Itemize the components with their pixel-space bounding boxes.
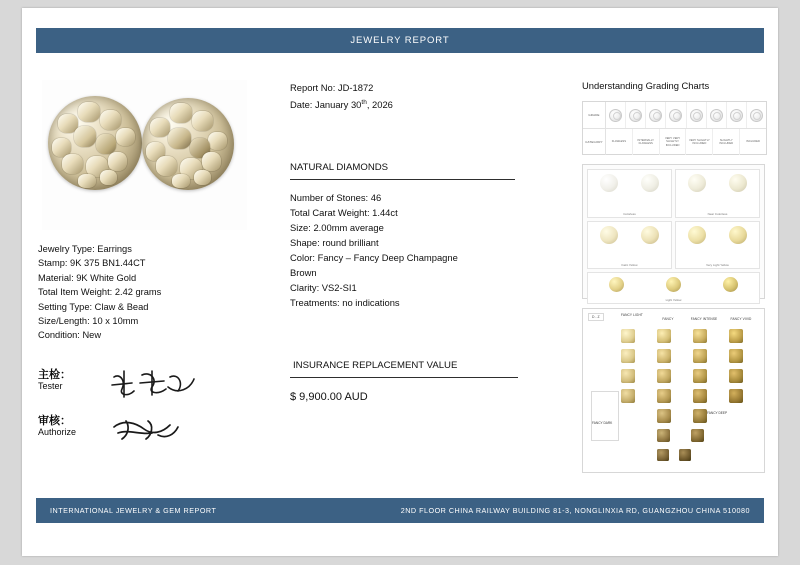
diamond-spec-total-carat-weight: Total Carat Weight: 1.44ct [290,207,398,219]
clarity-grade-cell [666,102,686,128]
tester-signature-mark [108,367,218,403]
insurance-value-amount: $ 9,900.00 AUD [290,391,368,404]
clarity-category-row [583,129,766,155]
clarity-category-cell: SLIGHTLY INCLUDED [713,129,740,155]
fancy-side-label-deep: FANCY DEEP [707,411,728,415]
clarity-category-cell: INCLUDED [746,140,760,144]
clarity-grade-cell [747,102,766,128]
fancy-color-chart [582,308,765,473]
report-title: JEWELRY REPORT [350,35,450,46]
report-date-prefix: Date: January 30 [290,99,362,111]
diamond-icon [750,109,763,122]
natural-diamonds-heading: NATURAL DIAMONDS [290,160,515,180]
detail-material: Material: 9K White Gold [38,272,137,283]
fancy-column-header: FANCY LIGHT [621,313,643,317]
footer-org-name: INTERNATIONAL JEWELRY & GEM REPORT [50,506,217,515]
grading-charts-heading: Understanding Grading Charts [582,80,710,91]
signature-row-authorize [38,415,268,455]
clarity-category-cell: INTERNALLY FLAWLESS [633,129,660,155]
diamond-icon [690,109,703,122]
item-photo [42,80,247,230]
diamond-spec-list [290,190,540,310]
diamond-spec-size: Size: 2.00mm average [290,222,384,234]
fancy-column-header: FANCY VIVID [730,317,752,321]
color-quadrant-colorless [587,169,672,218]
authorize-label-cn: 审核： [38,413,71,427]
clarity-grade-cell [687,102,707,128]
color-quadrant-label: Very Light Yellow [706,263,729,267]
diamond-icon [669,109,682,122]
earring-left [48,96,142,190]
clarity-grade-cell [646,102,666,128]
diamond-spec-color-continued: Brown [290,267,317,279]
signature-block [38,369,266,459]
footer-address: 2ND FLOOR CHINA RAILWAY BUILDING 81-3, NONGLINXIA RD, GUANGZHOU CHINA 510080 [400,506,750,515]
clarity-category-cell: VERY SLIGHTLY INCLUDED [686,129,713,155]
detail-size-length: Size/Length: 10 x 10mm [38,316,139,327]
diamond-spec-shape: Shape: round brilliant [290,237,379,249]
clarity-grade-cell [626,102,646,128]
signature-row-tester [38,369,268,409]
clarity-grade-row [583,102,766,129]
report-page [22,8,778,556]
authorize-label-en: Authorize [38,426,77,437]
report-header-bar [36,28,764,53]
tester-label-cn: 主检： [38,367,71,381]
report-number: Report No: JD-1872 [290,82,374,93]
earring-right [142,98,234,190]
detail-stamp: Stamp: 9K 375 BN1.44CT [38,258,146,269]
diamond-spec-color: Color: Fancy – Fancy Deep Champagne [290,252,458,264]
diamond-icon [730,109,743,122]
color-quadrant-label: Colorless [623,211,636,216]
clarity-grading-chart [582,101,767,155]
clarity-grade-cell [707,102,727,128]
clarity-grade-cell [606,102,626,128]
diamond-spec-treatments: Treatments: no indications [290,297,400,309]
right-column [582,80,767,473]
detail-jewelry-type: Jewelry Type: Earrings [38,244,132,254]
left-column [36,80,266,459]
color-quadrant-faint-yellow [587,221,672,270]
color-quadrant-label: Near Colorless [707,211,728,216]
diamond-spec-clarity: Clarity: VS2-SI1 [290,282,357,294]
tester-label-en: Tester [38,380,63,391]
report-date-suffix: , 2026 [366,99,393,111]
middle-column [290,80,540,405]
fancy-column-header: FANCY INTENSE [690,317,718,321]
authorize-signature-mark [108,413,218,449]
clarity-category-cell: FLAWLESS [606,129,633,155]
diamond-icon [609,109,622,122]
clarity-category-cell: VERY VERY SLIGHTLY INCLUDED [660,129,687,155]
report-meta-block [290,80,540,112]
fancy-column-header: FANCY [662,317,674,321]
color-band-label: Light Yellow [665,298,682,302]
detail-condition: Condition: New [38,330,102,341]
clarity-grade-row-label: GRADE [583,102,606,128]
diamond-icon [649,109,662,122]
fancy-side-label-dark: FANCY DARK [592,421,613,425]
fancy-chart-corner-label: D - Z [588,313,604,321]
detail-total-item-weight: Total Item Weight: 2.42 grams [38,287,162,298]
color-quadrant-near-colorless [675,169,760,218]
report-date [290,95,540,112]
detail-setting-type: Setting Type: Claw & Bead [38,301,149,312]
item-details-block [38,242,266,343]
report-footer-bar [36,498,764,523]
diamond-icon [629,109,642,122]
diamond-icon [710,109,723,122]
insurance-value-heading: INSURANCE REPLACEMENT VALUE [290,358,518,378]
color-quadrant-label: Faint Yellow [621,263,638,267]
clarity-grade-cell [727,102,747,128]
color-quadrant-very-light-yellow [675,221,760,270]
clarity-category-row-label: CATEGORY [583,129,606,155]
report-date-ordinal: th [361,99,367,106]
diamond-spec-number-of-stones: Number of Stones: 46 [290,192,382,204]
color-band-light-yellow [587,272,760,304]
fancy-dark-box [591,391,619,441]
color-grading-chart [582,164,765,302]
